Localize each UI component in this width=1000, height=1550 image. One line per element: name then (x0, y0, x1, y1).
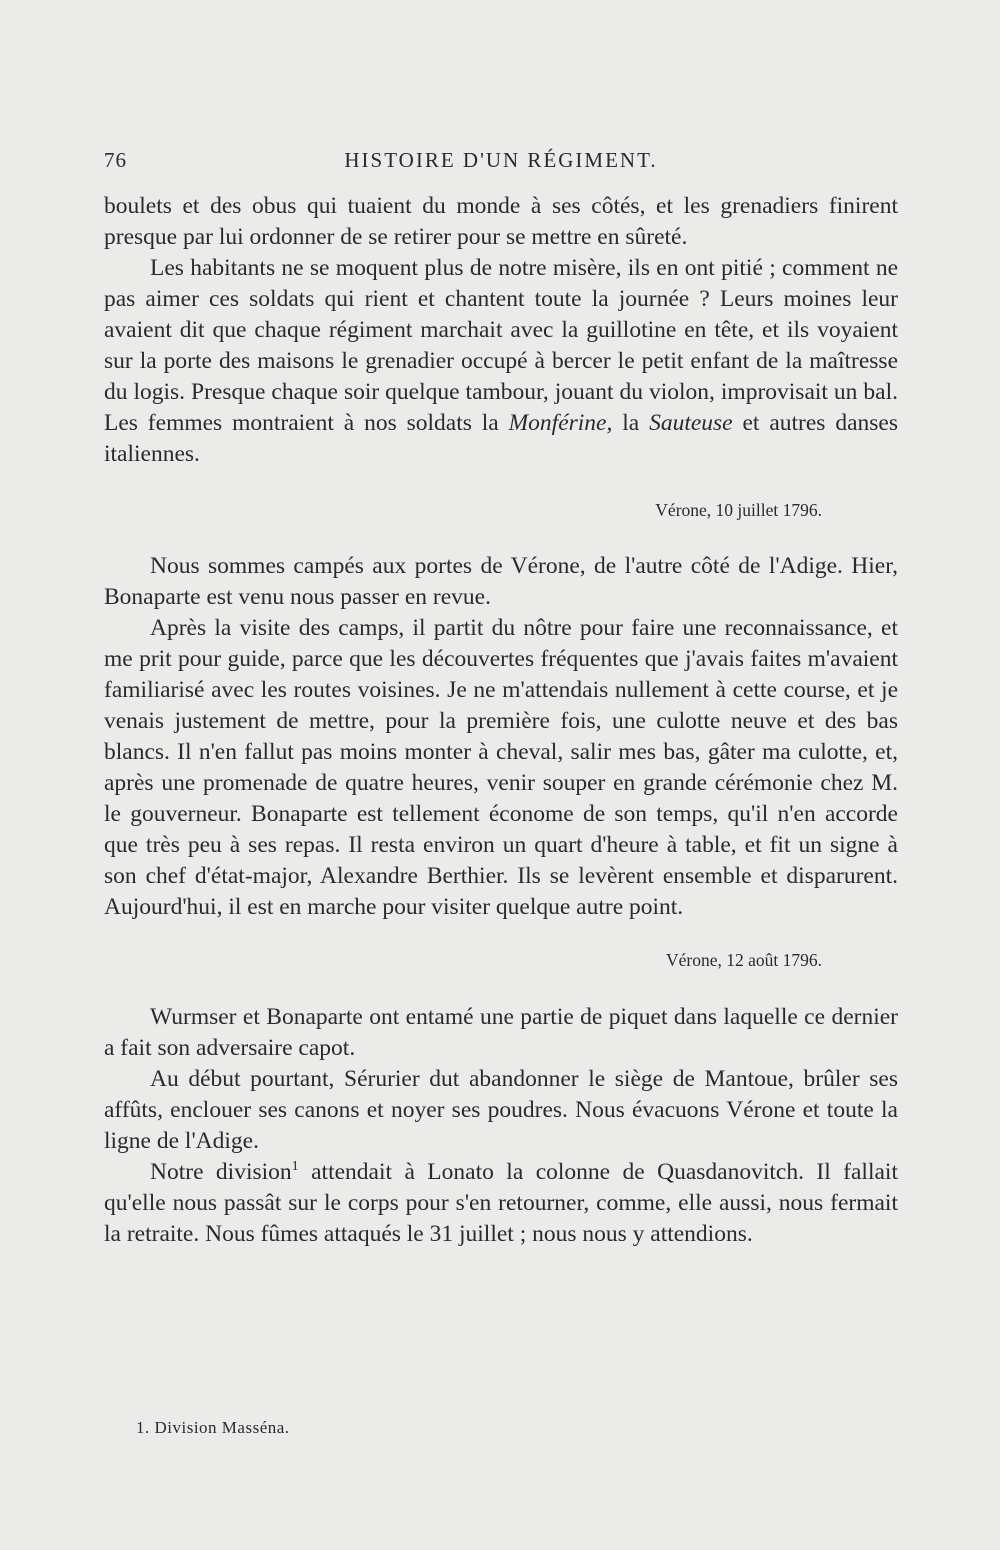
paragraph-7 (104, 1157, 898, 1250)
running-header (104, 148, 898, 178)
footnote-marker: 1 (291, 1159, 299, 1175)
page-body (104, 191, 898, 1250)
paragraph-1: boulets et des obus qui tuaient du monde à ses côtés, et les grenadiers finirent presque par lui ordonner de se retirer pour se mettre en sûreté. (104, 193, 898, 250)
paragraph-7-start: Notre division (150, 1159, 292, 1185)
dance-name-monferine: Monférine, (508, 410, 613, 436)
page-number: 76 (104, 148, 127, 172)
paragraph-3: Nous sommes campés aux portes de Vérone, de l'autre côté de l'Adige. Hier, Bonaparte est venu nous passer en revue. (104, 553, 898, 610)
paragraph-2-end: et autres danses italiennes. (104, 410, 898, 467)
dateline: Vérone, 12 août 1796. (665, 950, 822, 970)
footnote: 1. Division Masséna. (136, 1418, 290, 1437)
paragraph-2-mid: la (612, 410, 650, 436)
paragraph-4: Après la visite des camps, il partit du nôtre pour faire une reconnaissance, et me prit pour guide, parce que les découvertes fréquentes que j'avais faites m'avaient familiarisé avec les routes voisines. Je ne m'attendais nullement à cette course, et je venais justement de mettre, pour la première fois, une culotte neuve et des bas blancs. Il n'en fallut pas moins monter à cheval, salir mes bas, gâter ma culotte, et, après une promenade de quatre heures, venir souper en grande cérémonie chez M. le gouverneur. Bonaparte est tellement économe de son temps, qu'il n'en accorde que très peu à ses repas. Il resta environ un quart d'heure à table, et fit un signe à son chef d'état-major, Alexandre Berthier. Ils se levèrent ensemble et disparurent. Aujourd'hui, il est en marche pour visiter quelque autre point. (104, 615, 898, 920)
paragraph-7-end: attendait à Lonato la colonne de Quasdanovitch. Il fallait qu'elle nous passât sur le corps pour s'en retourner, comme, elle aussi, nous fermait la retraite. Nous fûmes attaqués le 31 juillet ; nous nous y attendions. (104, 1159, 898, 1247)
paragraph-2 (104, 253, 898, 470)
paragraph-2-start: Les habitants ne se moquent plus de notre misère, ils en ont pitié ; comment ne pas aimer ces soldats qui rient et chantent toute la journée ? Leurs moines leur avaient dit que chaque régiment marchait avec la guillotine en tête, et ils voyaient sur la porte des maisons le grenadier occupé à bercer le petit enfant de la maîtresse du logis. Presque chaque soir quelque tambour, jouant du violon, improvisait un bal. Les femmes montraient à nos soldats la (104, 255, 898, 436)
paragraph-5: Wurmser et Bonaparte ont entamé une partie de piquet dans laquelle ce dernier a fait son adversaire capot. (104, 1004, 898, 1061)
dateline: Vérone, 10 juillet 1796. (655, 500, 822, 520)
paragraph-6: Au début pourtant, Sérurier dut abandonner le siège de Mantoue, brûler ses affûts, enclouer ses canons et noyer ses poudres. Nous évacuons Vérone et toute la ligne de l'Adige. (104, 1066, 898, 1154)
dance-name-sauteuse: Sauteuse (649, 410, 733, 436)
running-title: HISTOIRE D'UN RÉGIMENT. (344, 148, 658, 172)
